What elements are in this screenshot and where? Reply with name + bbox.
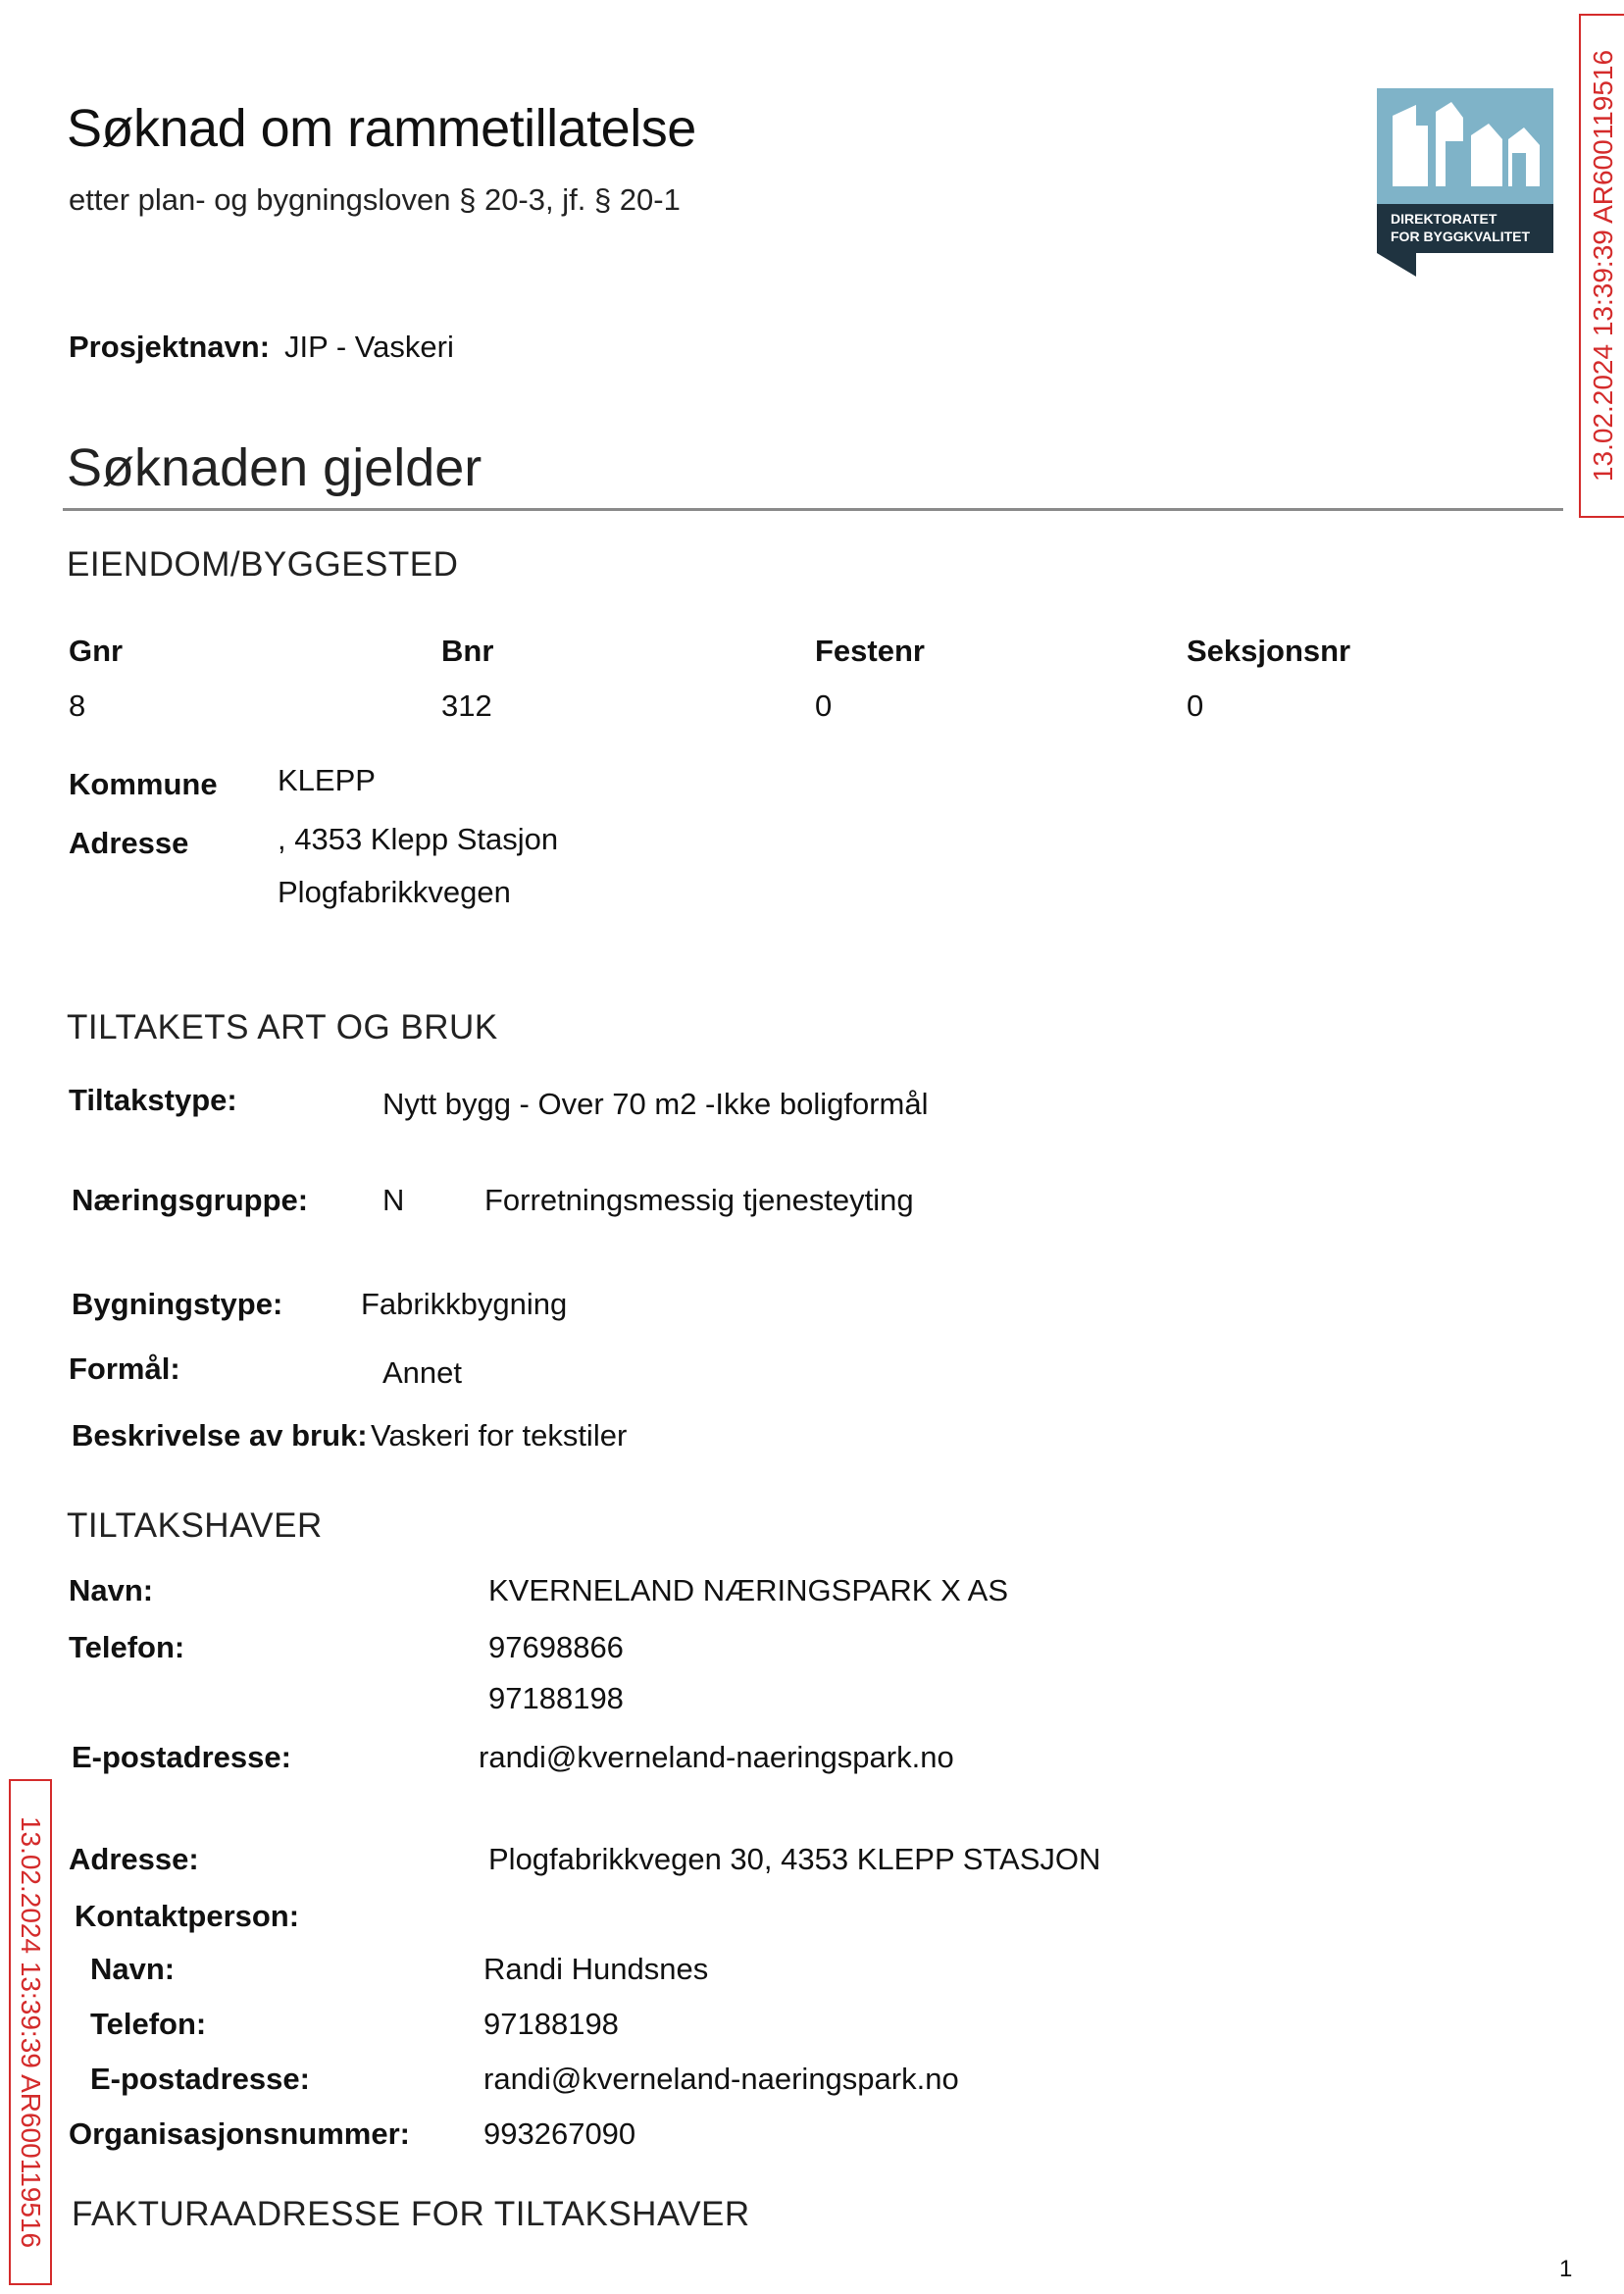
tiltakshaver-epost-label: E-postadresse:: [72, 1740, 291, 1774]
beskrivelse-value: Vaskeri for tekstiler: [371, 1418, 628, 1453]
project-label: Prosjektnavn:: [69, 330, 271, 364]
faktura-heading: FAKTURAADRESSE FOR TILTAKSHAVER: [72, 2195, 750, 2233]
tiltak-heading: TILTAKETS ART OG BRUK: [67, 1008, 498, 1046]
festenr-value: 0: [815, 688, 833, 723]
archive-stamp-left: [9, 1779, 52, 2285]
kontakt-epost-label: E-postadresse:: [90, 2062, 310, 2096]
naeringsgruppe-code: N: [382, 1183, 405, 1217]
eiendom-heading: EIENDOM/BYGGESTED: [67, 545, 459, 584]
tiltakshaver-telefon-value1: 97698866: [488, 1630, 624, 1664]
dibk-logo: [1377, 88, 1553, 277]
tiltakshaver-telefon-value2: 97188198: [488, 1681, 624, 1715]
tiltakshaver-telefon-label: Telefon:: [69, 1630, 185, 1664]
logo-text-line1: DIREKTORATET: [1391, 211, 1497, 227]
tiltakshaver-adresse-value: Plogfabrikkvegen 30, 4353 KLEPP STASJON: [488, 1842, 1101, 1876]
section-divider: [63, 508, 1563, 511]
kontakt-navn-label: Navn:: [90, 1952, 176, 1986]
bnr-label: Bnr: [441, 634, 494, 668]
tiltakshaver-adresse-label: Adresse:: [69, 1842, 199, 1876]
archive-stamp-right: [1579, 14, 1624, 518]
naeringsgruppe-value: Forretningsmessig tjenesteyting: [484, 1183, 914, 1217]
org-value: 993267090: [483, 2116, 636, 2151]
adresse-line2: Plogfabrikkvegen: [278, 875, 511, 909]
kontakt-epost-value: randi@kverneland-naeringspark.no: [483, 2062, 959, 2096]
kontakt-telefon-label: Telefon:: [90, 2007, 207, 2041]
kontaktperson-label: Kontaktperson:: [75, 1899, 300, 1933]
document-title: Søknad om rammetillatelse: [67, 99, 696, 158]
tiltakshaver-epost-value: randi@kverneland-naeringspark.no: [479, 1740, 954, 1774]
archive-stamp-text: 13.02.2024 13:39:39 AR600119516: [1588, 49, 1618, 483]
adresse-label: Adresse: [69, 826, 189, 860]
naeringsgruppe-label: Næringsgruppe:: [72, 1183, 309, 1217]
tiltakshaver-heading: TILTAKSHAVER: [67, 1506, 323, 1545]
kommune-value: KLEPP: [278, 763, 376, 797]
beskrivelse-label: Beskrivelse av bruk:: [72, 1418, 368, 1453]
formal-value: Annet: [382, 1355, 463, 1390]
section-title: Søknaden gjelder: [67, 438, 482, 497]
seksjonsnr-label: Seksjonsnr: [1187, 634, 1351, 668]
document-subtitle: etter plan- og bygningsloven § 20-3, jf. § 20-1: [69, 182, 681, 217]
festenr-label: Festenr: [815, 634, 925, 668]
formal-label: Formål:: [69, 1351, 180, 1386]
gnr-label: Gnr: [69, 634, 124, 668]
dibk-logo-icon: [1377, 88, 1553, 277]
tiltakstype-value: Nytt bygg - Over 70 m2 -Ikke boligformål: [382, 1087, 929, 1121]
gnr-value: 8: [69, 688, 86, 723]
bygningstype-label: Bygningstype:: [72, 1287, 283, 1321]
seksjonsnr-value: 0: [1187, 688, 1204, 723]
tiltakstype-label: Tiltakstype:: [69, 1083, 237, 1117]
logo-text-line2: FOR BYGGKVALITET: [1391, 229, 1531, 244]
kontakt-telefon-value: 97188198: [483, 2007, 619, 2041]
tiltakshaver-navn-value: KVERNELAND NÆRINGSPARK X AS: [488, 1573, 1009, 1607]
bnr-value: 312: [441, 688, 492, 723]
adresse-line1: , 4353 Klepp Stasjon: [278, 822, 559, 856]
org-label: Organisasjonsnummer:: [69, 2116, 410, 2151]
tiltakshaver-navn-label: Navn:: [69, 1573, 154, 1607]
archive-stamp-text: 13.02.2024 13:39:39 AR600119516: [16, 1815, 46, 2249]
bygningstype-value: Fabrikkbygning: [361, 1287, 568, 1321]
kontakt-navn-value: Randi Hundsnes: [483, 1952, 709, 1986]
page-number: 1: [1559, 2256, 1573, 2282]
project-value: JIP - Vaskeri: [284, 330, 454, 364]
kommune-label: Kommune: [69, 767, 218, 801]
